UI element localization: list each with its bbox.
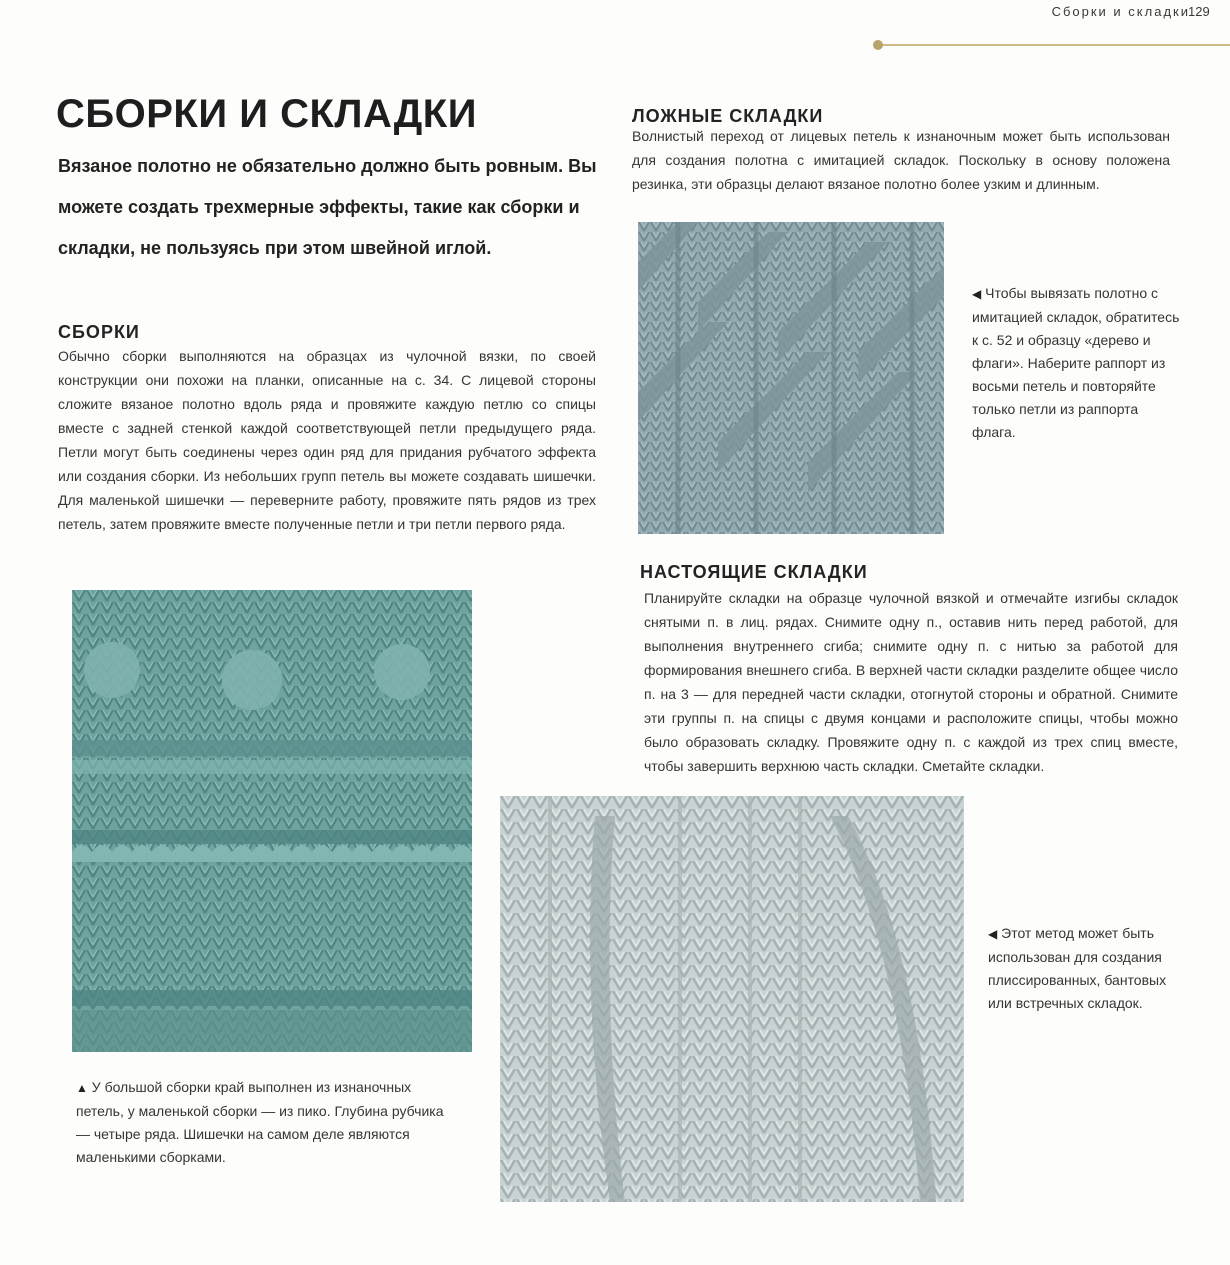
gathers-caption: У большой сборки край выполнен из изнаночных петель, у маленькой сборки — из пико. Глубина рубчика — четыре ряда. Шишечки на самом деле являются маленькими сборками. bbox=[76, 1079, 444, 1165]
page-title: СБОРКИ И СКЛАДКИ bbox=[56, 92, 477, 136]
gathers-swatch-photo bbox=[72, 590, 472, 1052]
false-pleats-body: Волнистый переход от лицевых петель к изнаночным может быть использован для создания полотна с имитацией складок. Поскольку в основу положена резинка, эти образцы делают вязаное полотно более узким и длинным. bbox=[632, 128, 1170, 192]
true-pleats-caption-block bbox=[988, 922, 1188, 1015]
gathers-body: Обычно сборки выполняются на образцах из чулочной вязки, по своей конструкции они похожи на планки, описанные на с. 34. С лицевой стороны сложите вязаное полотно вдоль ряда и провяжите каждую петлю со спицы вместе с задней стенкой каждой соответствующей петли предыдущего ряда. Петли могут быть соединены через один ряд для придания рубчатого эффекта или создания сборки. Из небольших групп петель вы можете создавать шишечки. Для маленькой шишечки — переверните работу, провяжите пять рядов из трех петель, затем провяжите вместе полученные петли и три петли первого ряда. bbox=[58, 348, 596, 532]
true-pleats-caption: Этот метод может быть использован для создания плиссированных, бантовых или встречных складок. bbox=[988, 925, 1167, 1011]
page-number: 129 bbox=[1188, 4, 1210, 19]
gathers-section bbox=[58, 322, 140, 343]
true-pleats-body: Планируйте складки на образце чулочной вязкой и отмечайте изгибы складок снятыми п. в лиц. рядах. Снимите одну п., оставив нить перед работой, для выполнения внутреннего сгиба; снимите одну п. с нитью за работой для формирования внешнего сгиба. В верхней части складки разделите общее число п. на 3 — для передней части складки, отогнутой стороны и обратной. Снимите эти группы п. на спицы с двумя концами и расположите спицы, чтобы можно было образовать складку. Провяжите одну п. с каждой из трех спиц вместе, чтобы завершить верхнюю часть складки. Сметайте складки. bbox=[644, 590, 1178, 774]
triangle-left-icon: ◀ bbox=[988, 927, 998, 941]
gathers-caption-block bbox=[76, 1076, 456, 1169]
triangle-left-icon: ◀ bbox=[972, 287, 982, 301]
running-title: Сборки и складки bbox=[1051, 4, 1190, 19]
false-pleats-caption: Чтобы вывязать полотно с имитацией складок, обратитесь к с. 52 и образцу «дерево и флаги». Наберите раппорт из восьми петель и повторяйте только петли из раппорта флага. bbox=[972, 285, 1180, 440]
gathers-heading: СБОРКИ bbox=[58, 322, 140, 342]
true-pleats-heading: НАСТОЯЩИЕ СКЛАДКИ bbox=[640, 562, 868, 582]
intro-text: Вязаное полотно не обязательно должно быть ровным. Вы можете создать трехмерные эффекты, такие как сборки и складки, не пользуясь при этом швейной иглой. bbox=[58, 156, 597, 258]
false-pleats-heading: ЛОЖНЫЕ СКЛАДКИ bbox=[632, 106, 824, 126]
true-pleats-swatch-photo bbox=[500, 796, 964, 1202]
false-pleats-swatch-photo bbox=[638, 222, 944, 534]
triangle-up-icon: ▲ bbox=[76, 1081, 88, 1095]
true-pleats-section bbox=[640, 562, 868, 583]
false-pleats-caption-block bbox=[972, 282, 1182, 444]
header-rule-dot bbox=[873, 40, 883, 50]
header-rule bbox=[880, 44, 1230, 46]
